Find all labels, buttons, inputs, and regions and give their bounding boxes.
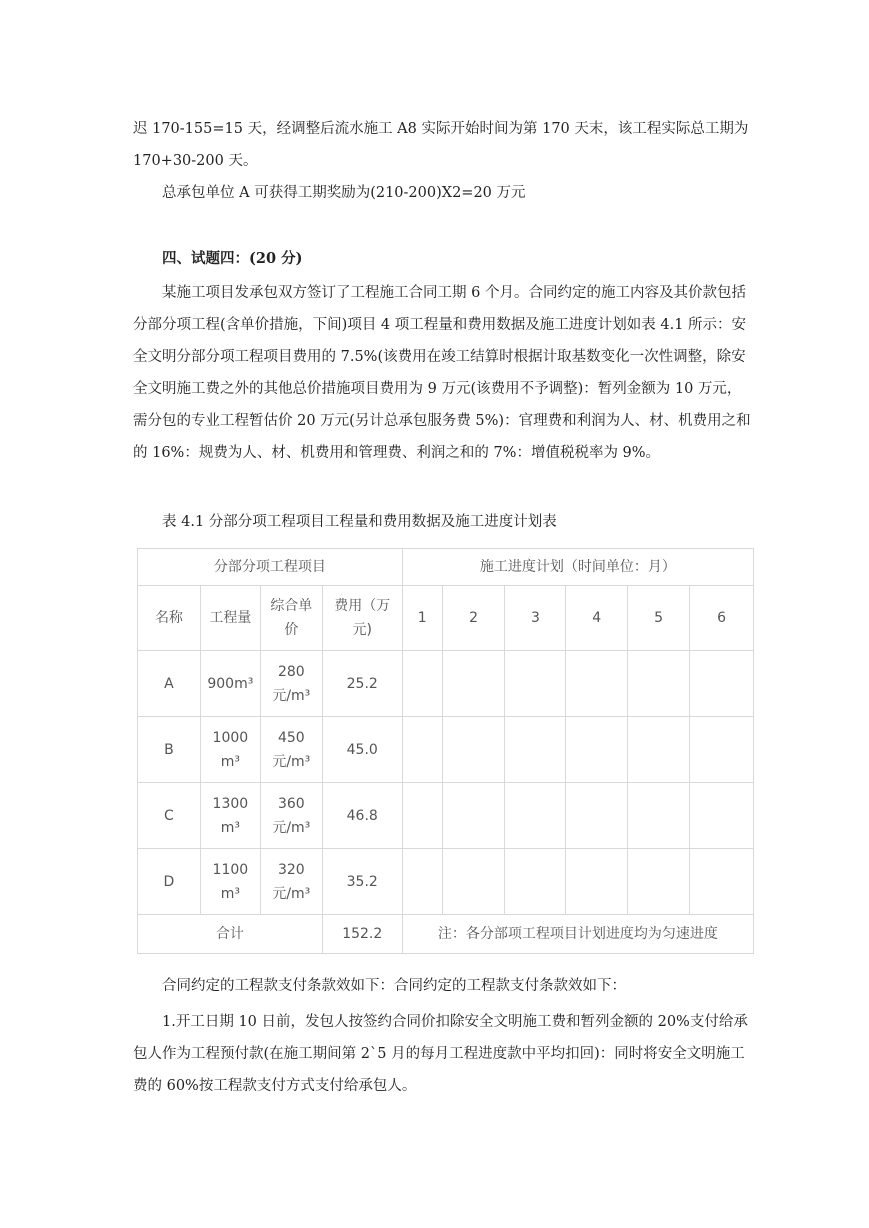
cell-quantity: 1000 m³ bbox=[200, 717, 260, 783]
cell-unit-price: 360 元/m³ bbox=[260, 783, 322, 849]
column-header-month-3: 3 bbox=[505, 586, 566, 651]
cell-month bbox=[628, 717, 690, 783]
cell-quantity: 900m³ bbox=[200, 651, 260, 717]
table-row bbox=[138, 651, 754, 717]
column-header-cost: 费用（万元) bbox=[322, 586, 402, 651]
cell-unit-price: 280 元/m³ bbox=[260, 651, 322, 717]
group-header-schedule: 施工进度计划（时间单位：月） bbox=[402, 549, 753, 586]
column-header-quantity: 工程量 bbox=[200, 586, 260, 651]
total-value: 152.2 bbox=[322, 915, 402, 954]
cell-month bbox=[628, 651, 690, 717]
cell-month bbox=[690, 651, 754, 717]
paragraph-intro: 某施工项目发承包双方签订了工程施工合同工期 6 个月。合同约定的施工内容及其价款包括分部分项工程(含单价措施，下间)项目 4 项工程量和费用数据及施工进度计划如表 4.1 所示：安全文明分部分项工程项目费用的 7.5%(该费用在竣工结算时根据计取基数变化一次性调整，除安全文明施工费之外的其他总价措施项目费用为 9 万元(该费用不予调整)：暂列金额为 10 万元，需分包的专业工程暂估价 20 万元(另计总承包服务费 5%)：官理费和利润为人、材、机费用之和的 16%：规费为人、材、机费用和管理费、利润之和的 7%：增值税税率为 9%。 bbox=[133, 285, 751, 461]
cell-cost: 46.8 bbox=[322, 783, 402, 849]
paragraph-payment-item-1: 1.开工日期 10 日前，发包人按签约合同价扣除安全文明施工费和暂列金额的 20%支付给承包人作为工程预付款(在施工期间第 2`5 月的每月工程进度款中平均扣回)：同时将安全文明施工费的 60%按工程款支付方式支付给承包人。 bbox=[133, 1014, 748, 1094]
cell-month bbox=[690, 849, 754, 915]
cell-month bbox=[505, 717, 566, 783]
cell-month bbox=[566, 717, 628, 783]
cell-name: A bbox=[138, 651, 201, 717]
column-header-month-5: 5 bbox=[628, 586, 690, 651]
cell-month bbox=[505, 849, 566, 915]
cell-month bbox=[442, 849, 505, 915]
table-note: 注：各分部项工程项目计划进度均为匀速进度 bbox=[402, 915, 753, 954]
table-row bbox=[138, 717, 754, 783]
cell-cost: 45.0 bbox=[322, 717, 402, 783]
cell-unit-price: 450 元/m³ bbox=[260, 717, 322, 783]
cell-month bbox=[566, 651, 628, 717]
cell-month bbox=[690, 783, 754, 849]
table-row bbox=[138, 783, 754, 849]
cell-month bbox=[402, 783, 442, 849]
column-header-month-4: 4 bbox=[566, 586, 628, 651]
cell-month bbox=[690, 717, 754, 783]
schedule-table bbox=[137, 548, 754, 954]
cell-quantity: 1300 m³ bbox=[200, 783, 260, 849]
paragraph-payment-terms: 合同约定的工程款支付条款效如下：合同约定的工程款支付条款效如下： bbox=[162, 978, 626, 994]
cell-month bbox=[505, 651, 566, 717]
table-caption: 表 4.1 分部分项工程项目工程量和费用数据及施工进度计划表 bbox=[162, 514, 557, 530]
cell-month bbox=[402, 849, 442, 915]
cell-month bbox=[505, 783, 566, 849]
cell-cost: 35.2 bbox=[322, 849, 402, 915]
table-row bbox=[138, 849, 754, 915]
cell-month bbox=[628, 849, 690, 915]
cell-name: D bbox=[138, 849, 201, 915]
cell-unit-price: 320 元/m³ bbox=[260, 849, 322, 915]
column-header-unit-price: 综合单价 bbox=[260, 586, 322, 651]
cell-month bbox=[402, 651, 442, 717]
cell-month bbox=[566, 783, 628, 849]
paragraph-bonus: 总承包单位 A 可获得工期奖励为(210-200)X2=20 万元 bbox=[162, 185, 526, 201]
cell-name: C bbox=[138, 783, 201, 849]
cell-month bbox=[442, 783, 505, 849]
cell-name: B bbox=[138, 717, 201, 783]
cell-month bbox=[566, 849, 628, 915]
cell-month bbox=[442, 651, 505, 717]
column-header-month-2: 2 bbox=[442, 586, 505, 651]
section-heading: 四、试题四：(20 分) bbox=[162, 250, 303, 267]
column-header-month-6: 6 bbox=[690, 586, 754, 651]
cell-quantity: 1100 m³ bbox=[200, 849, 260, 915]
paragraph-delay-calculation: 迟 170-155=15 天，经调整后流水施工 A8 实际开始时间为第 170 天末，该工程实际总工期为 170+30-200 天。 bbox=[133, 121, 749, 169]
group-header-items: 分部分项工程项目 bbox=[138, 549, 403, 586]
cell-month bbox=[628, 783, 690, 849]
column-header-month-1: 1 bbox=[402, 586, 442, 651]
cell-month bbox=[442, 717, 505, 783]
cell-cost: 25.2 bbox=[322, 651, 402, 717]
column-header-name: 名称 bbox=[138, 586, 201, 651]
cell-month bbox=[402, 717, 442, 783]
total-label: 合计 bbox=[138, 915, 323, 954]
